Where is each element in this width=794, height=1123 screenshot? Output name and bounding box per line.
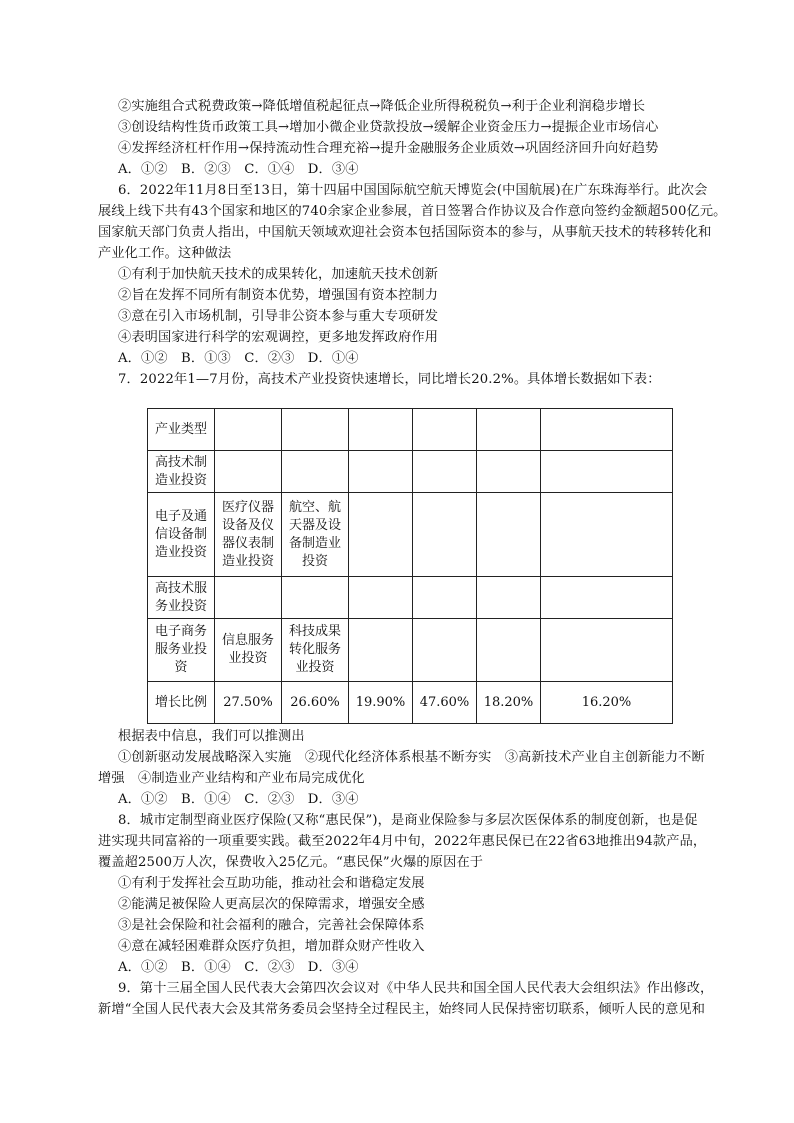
table-cell (541, 493, 673, 577)
table-cell (477, 451, 541, 493)
growth-value: 27.50% (215, 682, 282, 724)
row-header-ecommerce-services: 电子商务服务业投资 (148, 619, 215, 682)
growth-value: 47.60% (413, 682, 477, 724)
q6-option-2: ②旨在发挥不同所有制资本优势，增强国有资本控制力 (118, 288, 439, 303)
growth-value: 19.90% (349, 682, 413, 724)
table-cell (541, 451, 673, 493)
table-cell (215, 451, 282, 493)
investment-growth-table (147, 408, 673, 724)
q8-stem-line-1: 8．城市定制型商业医疗保险(又称“惠民保”)，是商业保险参与多层次医保体系的制度创新，也是促 (118, 813, 698, 828)
q5-option-3: ③创设结构性货币政策工具→增加小微企业贷款投放→缓解企业资金压力→提振企业市场信心 (118, 120, 659, 135)
table-cell (349, 451, 413, 493)
row-header-high-tech-manufacturing: 高技术制造业投资 (148, 451, 215, 493)
table-row (148, 619, 673, 682)
q8-answer-choices: A．①② B．①④ C．②③ D．③④ (118, 960, 359, 975)
table-cell (349, 409, 413, 451)
q7-answer-choices: A．①② B．①④ C．②③ D．③④ (118, 792, 359, 807)
row-header-growth-rate: 增长比例 (148, 682, 215, 724)
table-cell (215, 409, 282, 451)
q9-stem-line-2: 新增“全国人民代表大会及其常务委员会坚持全过程民主，始终同人民保持密切联系，倾听人民的意见和 (98, 1002, 706, 1017)
q6-stem-line-1: 6．2022年11月8日至13日，第十四届中国国际航空航天博览会(中国航展)在广东珠海举行。此次会 (118, 183, 708, 198)
q8-option-3: ③是社会保险和社会福利的融合，完善社会保障体系 (118, 918, 425, 933)
cell-aerospace-equipment: 航空、航天器及设备制造业投资 (282, 493, 349, 577)
table-cell (349, 577, 413, 619)
q6-answer-choices: A．①② B．①③ C．②③ D．①④ (118, 351, 359, 366)
q6-stem-line-2: 展线上线下共有43个国家和地区的740余家企业参展，首日签署合作协议及合作意向签约金额超500亿元。 (98, 204, 727, 219)
growth-value: 18.20% (477, 682, 541, 724)
q5-option-2: ②实施组合式税费政策→降低增值税起征点→降低企业所得税税负→利于企业利润稳步增长 (118, 99, 646, 114)
table-cell (349, 619, 413, 682)
q6-option-4: ④表明国家进行科学的宏观调控，更多地发挥政府作用 (118, 330, 439, 345)
q6-option-1: ①有利于加快航天技术的成果转化，加速航天技术创新 (118, 267, 439, 282)
q7-options-line-1: ①创新驱动发展战略深入实施 ②现代化经济体系根基不断夯实 ③高新技术产业自主创新能力不断 (118, 750, 705, 765)
q6-stem-line-3: 国家航天部门负责人指出，中国航天领域欢迎社会资本包括国际资本的参与，从事航天技术的转移转化和 (98, 225, 712, 240)
row-header-electronics-communication: 电子及通信设备制造业投资 (148, 493, 215, 577)
q8-option-4: ④意在减轻困难群众医疗负担，增加群众财产性收入 (118, 939, 425, 954)
q8-stem-line-3: 覆盖超2500万人次，保费收入25亿元。“惠民保”火爆的原因在于 (98, 855, 484, 870)
table-cell (413, 451, 477, 493)
table-cell (282, 451, 349, 493)
table-cell (541, 619, 673, 682)
table-cell (215, 577, 282, 619)
growth-value: 26.60% (282, 682, 349, 724)
row-header-high-tech-services: 高技术服务业投资 (148, 577, 215, 619)
table-cell (541, 577, 673, 619)
table-cell (477, 577, 541, 619)
row-header-industry-type: 产业类型 (148, 409, 215, 451)
table-row (148, 682, 673, 724)
table-row (148, 409, 673, 451)
table-cell (282, 409, 349, 451)
cell-information-services: 信息服务业投资 (215, 619, 282, 682)
q7-stem: 7．2022年1—7月份，高技术产业投资快速增长，同比增长20.2%。具体增长数据如下表： (118, 372, 661, 387)
table-cell (413, 577, 477, 619)
table-cell (282, 577, 349, 619)
table-row (148, 493, 673, 577)
table-cell (541, 409, 673, 451)
q7-options-line-2: 增强 ④制造业产业结构和产业布局完成优化 (98, 771, 365, 786)
q5-answer-choices: A．①② B．②③ C．①④ D．③④ (118, 162, 359, 177)
cell-tech-transfer-services: 科技成果转化服务业投资 (282, 619, 349, 682)
q7-lead: 根据表中信息，我们可以推测出 (118, 729, 305, 744)
q9-stem-line-1: 9．第十三届全国人民代表大会第四次会议对《中华人民共和国全国人民代表大会组织法》作出修改， (118, 981, 714, 996)
q6-stem-line-4: 产业化工作。这种做法 (98, 246, 232, 261)
table-row (148, 577, 673, 619)
table-cell (477, 493, 541, 577)
table-cell (477, 619, 541, 682)
table-cell (477, 409, 541, 451)
cell-medical-instruments: 医疗仪器设备及仪器仪表制造业投资 (215, 493, 282, 577)
q5-option-4: ④发挥经济杠杆作用→保持流动性合理充裕→提升金融服务企业质效→巩固经济回升向好趋势 (118, 141, 659, 156)
q8-option-1: ①有利于发挥社会互助功能，推动社会和谐稳定发展 (118, 876, 425, 891)
table-cell (413, 493, 477, 577)
table-row (148, 451, 673, 493)
q8-option-2: ②能满足被保险人更高层次的保障需求，增强安全感 (118, 897, 425, 912)
table-cell (413, 409, 477, 451)
q8-stem-line-2: 进实现共同富裕的一项重要实践。截至2022年4月中旬，2022年惠民保已在22省63地推出94款产品， (98, 834, 707, 849)
q6-option-3: ③意在引入市场机制，引导非公资本参与重大专项研发 (118, 309, 439, 324)
table-cell (413, 619, 477, 682)
growth-value: 16.20% (541, 682, 673, 724)
table-cell (349, 493, 413, 577)
